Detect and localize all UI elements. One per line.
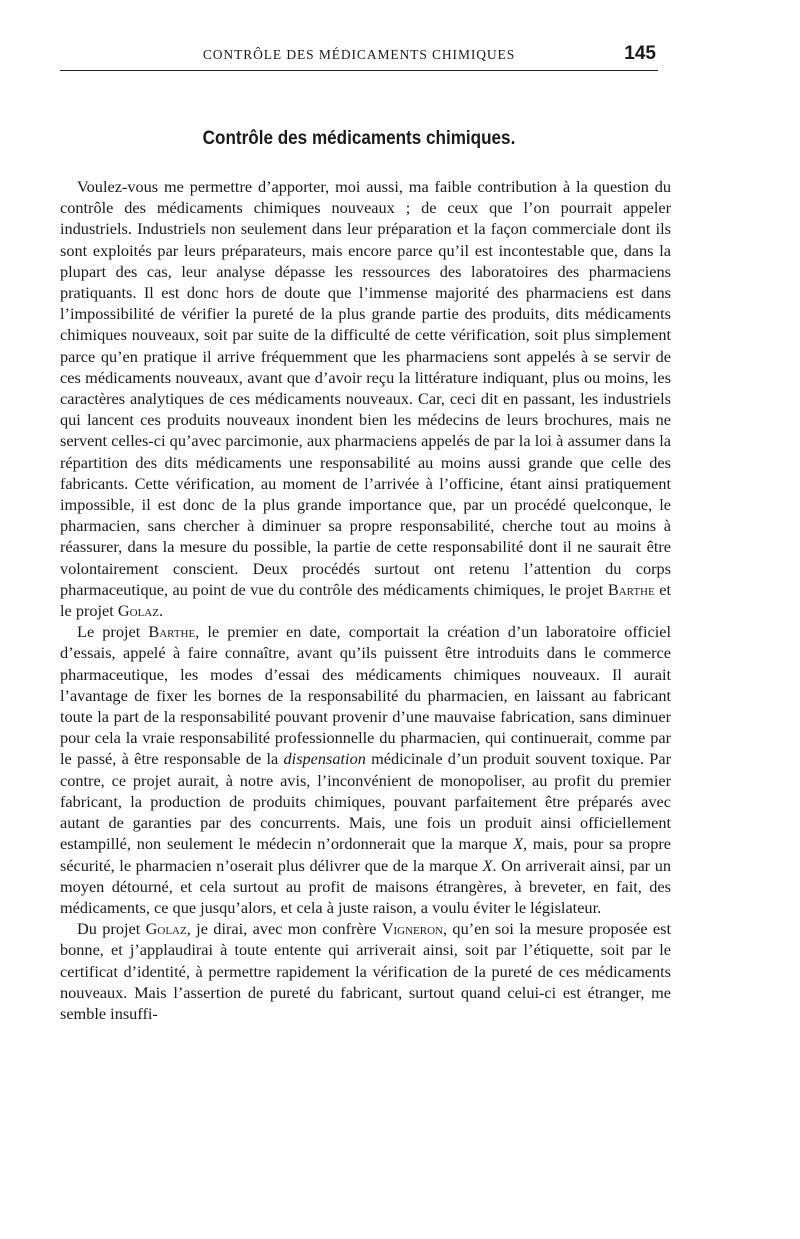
text-run: , je dirai, avec mon confrère bbox=[186, 919, 382, 939]
text-run: , qu’en soi la mesure proposée est bonne, et j’applaudirai à toute entente qui arriverait ainsi, soit par l’étiquette, soit par le certificat d’identité, à permettre rapidement la vérification de la pureté de ces médicaments nouveaux. Mais l’assertion de pureté du fabricant, surtout quand celui-ci est étranger, me semble insuffi- bbox=[60, 919, 672, 1023]
paragraph-1 bbox=[60, 176, 671, 621]
italic-term: dispensation bbox=[283, 749, 366, 769]
running-title: CONTRÔLE DES MÉDICAMENTS CHIMIQUES bbox=[202, 47, 516, 62]
running-head bbox=[60, 44, 658, 71]
author-name: Barthe bbox=[148, 622, 196, 642]
text-run: Le projet bbox=[77, 622, 149, 642]
author-name: Barthe bbox=[607, 579, 655, 599]
paragraph-2 bbox=[60, 621, 671, 918]
paragraph-3 bbox=[60, 918, 671, 1024]
author-name: Golaz bbox=[117, 601, 159, 621]
text-run: et le projet bbox=[60, 579, 671, 621]
page-number: 145 bbox=[624, 43, 656, 64]
text-run: . On arriverait ainsi, par un moyen détourné, et cela surtout au profit de maisons étrangères, à breveter, en fait, des médicaments, ce que jusqu’alors, et cela à juste raison, a voulu éviter le législateur. bbox=[60, 855, 671, 917]
author-name: Golaz bbox=[145, 919, 187, 939]
author-name: Vigneron bbox=[381, 919, 443, 939]
text-run: Du projet bbox=[77, 919, 146, 939]
text-run: médicinale d’un produit souvent toxique. Par contre, ce projet aurait, à notre avis, l’inconvénient de monopoliser, au profit du premier fabricant, la production de produits chimiques, pouvant parfaitement être préparés avec autant de garanties par des concurrents. Mais, une fois un produit ainsi officiellement estampillé, non seulement le médecin n’ordonnerait que la marque bbox=[60, 749, 671, 854]
article-title: Contrôle des médicaments chimiques. bbox=[202, 128, 516, 149]
text-run: Voulez-vous me permettre d’apporter, moi aussi, ma faible contribution à la question du contrôle des médicaments chimiques nouveaux ; de ceux que l’on pourrait appeler industriels. Industriels non seulement dans leur préparation et la façon commerciale dont ils sont exploités par leurs préparateurs, mais encore parce qu’il est incontestable que, dans la plupart des cas, leur analyse dépasse les ressources des laboratoires des pharmaciens pratiquants. Il est donc hors de doute que l’immense majorité des pharmaciens est dans l’impossibilité de vérifier la pureté de la plus grande partie des produits, dits médicaments chimiques nouveaux, soit par suite de la difficulté de cette vérification, soit plus simplement parce qu’en pratique il arrive fréquemment que les pharmaciens sont appelés à se servir de ces médicaments nouveaux, avant que d’avoir reçu la littérature indiquant, plus ou moins, les caractères analytiques de ces médicaments nouveaux. Car, ceci dit en passant, les industriels qui lancent ces produits nouveaux inondent bien les médecins de leurs brochures, mais ne servent celles-ci qu’avec parcimonie, aux pharmaciens appelés de par la loi à assumer dans la répartition des dits médicaments une responsabilité au moins aussi grande que celle des fabricants. Cette vérification, au moment de l’arrivée à l’officine, étant ainsi pratiquement impossible, il est donc de la plus grande importance que, par un procédé quelconque, le pharmacien, sans chercher à diminuer sa propre responsabilité, cherche tout au moins à réassurer, dans la mesure du possible, la partie de cette responsabilité dont il ne saurait être volontairement conscient. Deux procédés surtout ont retenu l’attention du corps pharmaceutique, au point de vue du contrôle des médicaments chimiques, le projet bbox=[60, 177, 671, 599]
text-run: , le premier en date, comportait la création d’un laboratoire officiel d’essais, appelé à faire connaître, avant qu’ils puissent être introduits dans le commerce pharmaceutique, les modes d’essai des médicaments chimiques nouveaux. Il aurait l’avantage de fixer les bornes de la responsabilité du pharmacien, en laissant au fabricant toute la part de la responsabilité pouvant provenir d’une mauvaise fabrication, sans diminuer pour cela la vraie responsabilité professionnelle du pharmacien, qui continuerait, comme par le passé, à être responsable de la bbox=[60, 622, 672, 769]
text-run: , mais, pour sa propre sécurité, le pharmacien n’oserait plus délivrer que de la marque bbox=[60, 834, 671, 875]
italic-term: X bbox=[482, 855, 493, 875]
italic-term: X bbox=[513, 834, 524, 854]
article-body bbox=[60, 176, 671, 1024]
text-run: . bbox=[158, 601, 164, 621]
